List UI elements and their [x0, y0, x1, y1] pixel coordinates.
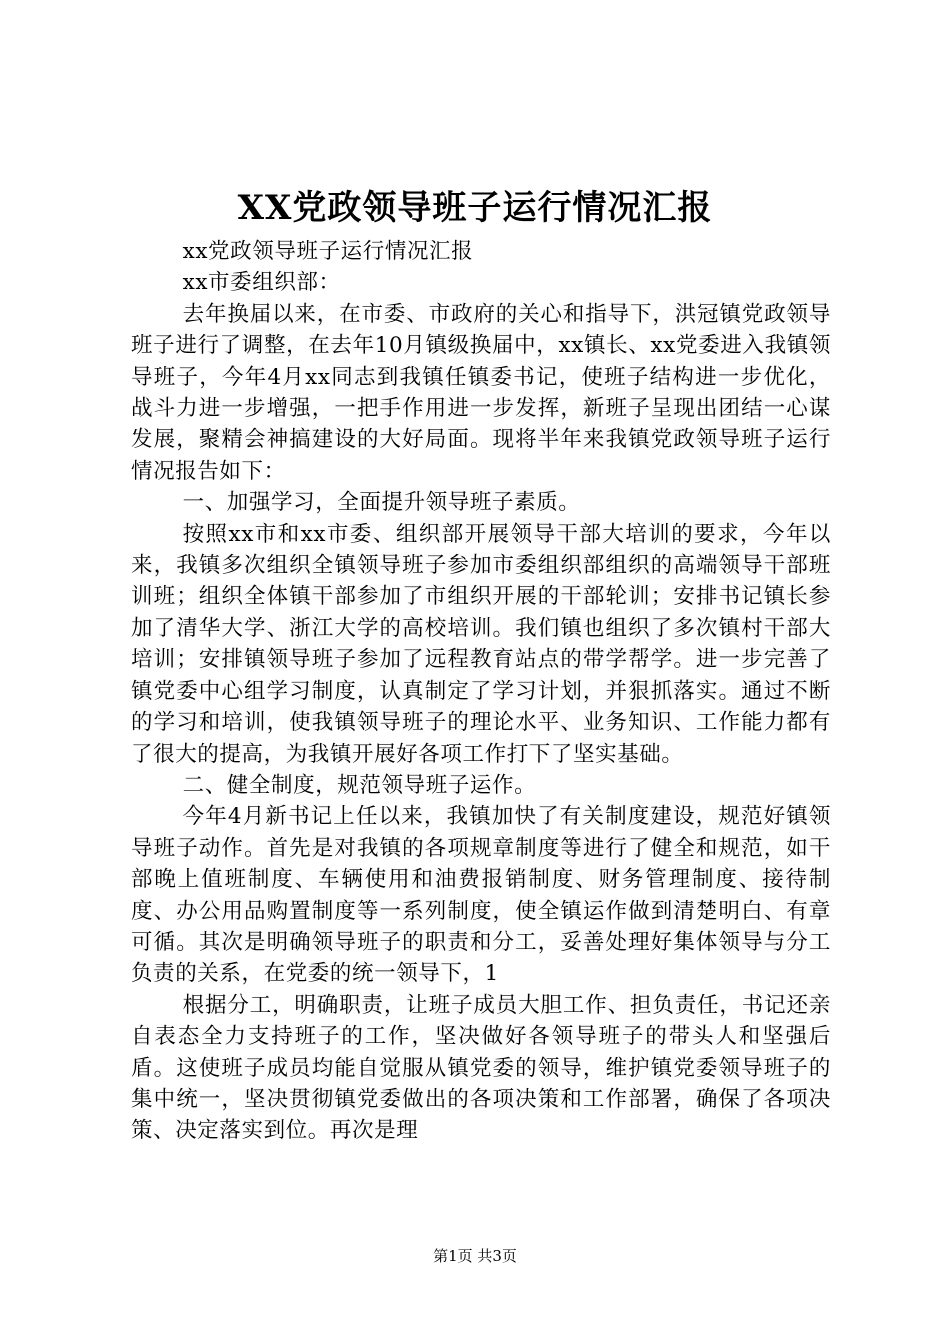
- document-title: XX党政领导班子运行情况汇报: [237, 188, 713, 228]
- section-heading-1: 一、加强学习，全面提升领导班子素质。: [182, 490, 581, 516]
- paragraph-intro: 去年换届以来，在市委、市政府的关心和指导下，洪冠镇党政领导班子进行了调整，在去年10月镇级换届中，xx镇长、xx党委进入我镇领导班子，今年4月xx同志到我镇任镇委书记，使班子结构进一步优化，战斗力进一步增强，一把手作用进一步发挥，新班子呈现出团结一心谋发展，聚精会神搞建设的大好局面。现将半年来我镇党政领导班子运行情况报告如下：: [131, 301, 831, 484]
- paragraph-section-2: 今年4月新书记上任以来，我镇加快了有关制度建设，规范好镇领导班子动作。首先是对我镇的各项规章制度等进行了健全和规范，如干部晚上值班制度、车辆使用和油费报销制度、财务管理制度、接待制度、办公用品购置制度等一系列制度，使全镇运作做到清楚明白、有章可循。其次是明确领导班子的职责和分工，妥善处理好集体领导与分工负责的关系，在党委的统一领导下，1: [131, 804, 831, 987]
- paragraph-section-2-cont: 根据分工，明确职责，让班子成员大胆工作、担负责任，书记还亲自表态全力支持班子的工作，坚决做好各领导班子的带头人和坚强后盾。这使班子成员均能自觉服从镇党委的领导，维护镇党委领导班子的集中统一，坚决贯彻镇党委做出的各项决策和工作部署，确保了各项决策、决定落实到位。再次是理: [131, 992, 831, 1144]
- paragraph-salutation: xx市委组织部：: [182, 270, 341, 296]
- paragraph-section-1: 按照xx市和xx市委、组织部开展领导干部大培训的要求，今年以来，我镇多次组织全镇领导班子参加市委组织部组织的高端领导干部班训班；组织全体镇干部参加了市组织开展的干部轮训；安排书记镇长参加了清华大学、浙江大学的高校培训。我们镇也组织了多次镇村干部大培训；安排镇领导班子参加了远程教育站点的带学帮学。进一步完善了镇党委中心组学习制度，认真制定了学习计划，并狠抓落实。通过不断的学习和培训，使我镇领导班子的理论水平、业务知识、工作能力都有了很大的提高，为我镇开展好各项工作打下了坚实基础。: [131, 521, 831, 767]
- document-body: [131, 236, 831, 1147]
- paragraph-heading-repeat: xx党政领导班子运行情况汇报: [182, 239, 474, 264]
- section-heading-2: 二、健全制度，规范领导班子运作。: [182, 772, 537, 798]
- page-number-footer: 第1页 共3页: [433, 1247, 517, 1265]
